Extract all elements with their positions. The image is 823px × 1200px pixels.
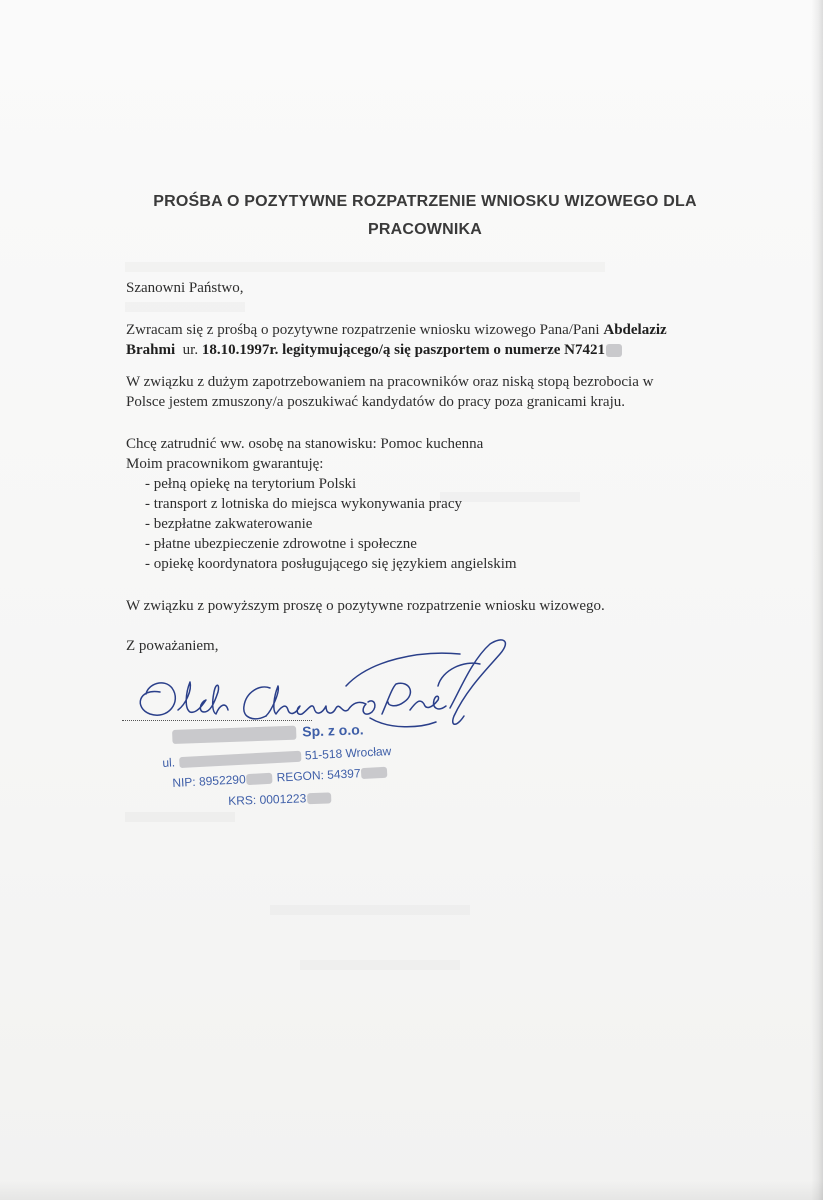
- paragraph-2-line-2: Polsce jestem zmuszony/a poszukiwać kandydatów do pracy poza granicami kraju.: [126, 394, 626, 410]
- paragraph-1-line-1: [126, 320, 667, 340]
- closing: Z poważaniem,: [126, 638, 219, 654]
- redaction-block: [361, 767, 388, 779]
- stamp-krs: KRS: 0001223: [228, 791, 307, 808]
- page-bottom-shadow: [0, 1180, 823, 1200]
- guarantee-item: - opiekę koordynatora posługującego się językiem angielskim: [145, 556, 517, 572]
- guarantee-item: - bezpłatne zakwaterowanie: [145, 516, 313, 532]
- paragraph-2-line-1: W związku z dużym zapotrzebowaniem na pracowników oraz niską stopą bezrobocia w: [126, 374, 654, 390]
- position-line: Chcę zatrudnić ww. osobę na stanowisku: Pomoc kuchenna: [126, 436, 484, 452]
- guarantee-item: - pełną opiekę na terytorium Polski: [145, 476, 357, 492]
- guarantee-item: - płatne ubezpieczenie zdrowotne i społeczne: [145, 536, 417, 552]
- bleed-through-text: [270, 905, 470, 915]
- page-edge-shadow: [811, 0, 823, 1200]
- signature-line: [122, 720, 312, 721]
- redaction-block: [307, 793, 331, 805]
- salutation: Szanowni Państwo,: [126, 280, 244, 296]
- stamp-address-prefix: ul.: [162, 755, 176, 770]
- redaction-block: [172, 726, 296, 744]
- title-line-2: PRACOWNIKA: [368, 221, 482, 238]
- applicant-last-name: Brahmi: [126, 342, 176, 358]
- stamp-krs-line: [228, 790, 331, 808]
- guarantee-intro: Moim pracownikom gwarantuję:: [126, 456, 324, 472]
- redaction-block: [179, 751, 301, 768]
- closing-request: W związku z powyższym proszę o pozytywne rozpatrzenie wniosku wizowego.: [126, 598, 605, 614]
- redaction-block: [246, 773, 273, 785]
- bleed-through-text: [125, 262, 605, 272]
- paragraph-1-line-2: [126, 340, 622, 360]
- bleed-through-text: [300, 960, 460, 970]
- stamp-ids-line: [172, 765, 388, 790]
- stamp-nip: NIP: 8952290: [172, 772, 247, 790]
- bleed-through-text: [125, 302, 245, 312]
- applicant-first-name: Abdelaziz: [603, 322, 667, 338]
- birth-and-passport: 18.10.1997r. legitymującego/ą się paszportem o numerze N7421: [201, 342, 605, 358]
- title-line-1: PROŚBA O POZYTYWNE ROZPATRZENIE WNIOSKU WIZOWEGO DLA: [153, 193, 697, 210]
- bleed-through-text: [125, 812, 235, 822]
- stamp-address-city: 51-518 Wrocław: [304, 744, 392, 763]
- paragraph-1-text: Zwracam się z prośbą o pozytywne rozpatrzenie wniosku wizowego Pana/Pani: [126, 322, 604, 338]
- stamp-regon: REGON: 54397: [276, 766, 361, 785]
- stamp-company-suffix: Sp. z o.o.: [301, 721, 364, 740]
- redaction-block: [606, 344, 622, 357]
- guarantee-item: - transport z lotniska do miejsca wykonywania pracy: [145, 496, 462, 512]
- birth-label: ur.: [175, 342, 202, 358]
- document-title: [120, 188, 730, 244]
